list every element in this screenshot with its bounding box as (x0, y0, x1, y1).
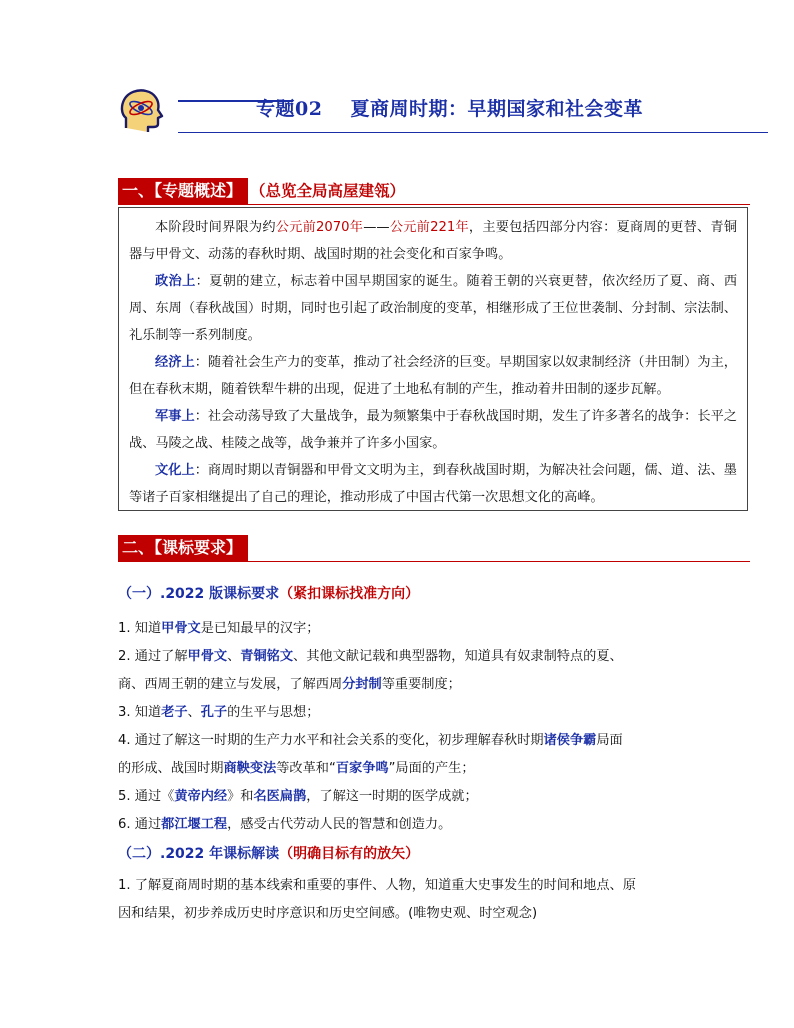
list-item: 2. 通过了解甲骨文、青铜铭文、其他文献记载和典型器物，知道具有奴隶制特点的夏、 (118, 649, 623, 664)
brain-head-icon (118, 88, 164, 134)
overview-politics: 政治上：夏朝的建立，标志着中国早期国家的诞生。随着王朝的兴衰更替，依次经历了夏、商、西周、东周（春秋战国）时期，同时也引起了政治制度的变革，相继形成了王位世袭制、分封制、宗法制、礼乐制等一系列制度。 (129, 274, 738, 343)
page-header (118, 88, 758, 134)
list-item: 3. 知道老子、孔子的生平与思想； (118, 705, 320, 720)
list-item-continued: 商、西周王朝的建立与发展，了解西周分封制等重要制度； (118, 677, 461, 692)
section-badge: 一、【专题概述】 (118, 178, 248, 204)
subheading-2022-interpretation: （二）.2022 年课标解读（明确目标有的放矢） (118, 846, 420, 862)
overview-economy: 经济上：随着社会生产力的变革，推动了社会经济的巨变。早期国家以奴隶制经济（井田制）为主，但在春秋末期，随着铁犁牛耕的出现，促进了土地私有制的产生，推动着井田制的逐步瓦解。 (129, 355, 737, 397)
section-rule (118, 204, 750, 205)
list-item-continued: 的形成、战国时期商鞅变法等改革和“百家争鸣”局面的产生； (118, 761, 475, 776)
overview-intro: 本阶段时间界限为约公元前2070年——公元前221年，主要包括四部分内容：夏商周的更替、青铜器与甲骨文、动荡的春秋时期、战国时期的社会变化和百家争鸣。 (129, 220, 738, 262)
topic-number: 专题02 (256, 98, 323, 120)
section-standards-heading (118, 535, 248, 561)
interpretation-line: 1. 了解夏商周时期的基本线索和重要的事件、人物，知道重大史事发生的时间和地点、原 (118, 878, 636, 893)
page-title (256, 94, 643, 121)
overview-box (118, 207, 748, 511)
section-overview-heading (118, 178, 405, 204)
header-underline (178, 132, 768, 133)
section-badge: 二、【课标要求】 (118, 535, 248, 561)
requirements-list (118, 615, 758, 839)
topic-title: 夏商周时期：早期国家和社会变革 (350, 98, 643, 120)
list-item: 1. 知道甲骨文是已知最早的汉字； (118, 621, 320, 636)
subheading-2022-standards: （一）.2022 版课标要求（紧扣课标找准方向） (118, 586, 420, 602)
list-item: 4. 通过了解这一时期的生产力水平和社会关系的变化，初步理解春秋时期诸侯争霸局面 (118, 733, 623, 748)
section-rule (118, 561, 750, 562)
list-item: 6. 通过都江堰工程，感受古代劳动人民的智慧和创造力。 (118, 817, 452, 832)
section-subtitle: （总览全局高屋建瓴） (250, 182, 406, 200)
overview-military: 军事上：社会动荡导致了大量战争，最为频繁集中于春秋战国时期，发生了许多著名的战争：长平之战、马陵之战、桂陵之战等，战争兼并了许多小国家。 (129, 409, 737, 451)
overview-culture: 文化上：商周时期以青铜器和甲骨文文明为主，到春秋战国时期，为解决社会问题，儒、道、法、墨等诸子百家相继提出了自己的理论，推动形成了中国古代第一次思想文化的高峰。 (129, 463, 737, 505)
list-item: 5. 通过《黄帝内经》和名医扁鹊，了解这一时期的医学成就； (118, 789, 478, 804)
interpretation-text (118, 872, 758, 928)
interpretation-line: 因和结果，初步养成历史时序意识和历史空间感。(唯物史观、时空观念) (118, 906, 538, 921)
